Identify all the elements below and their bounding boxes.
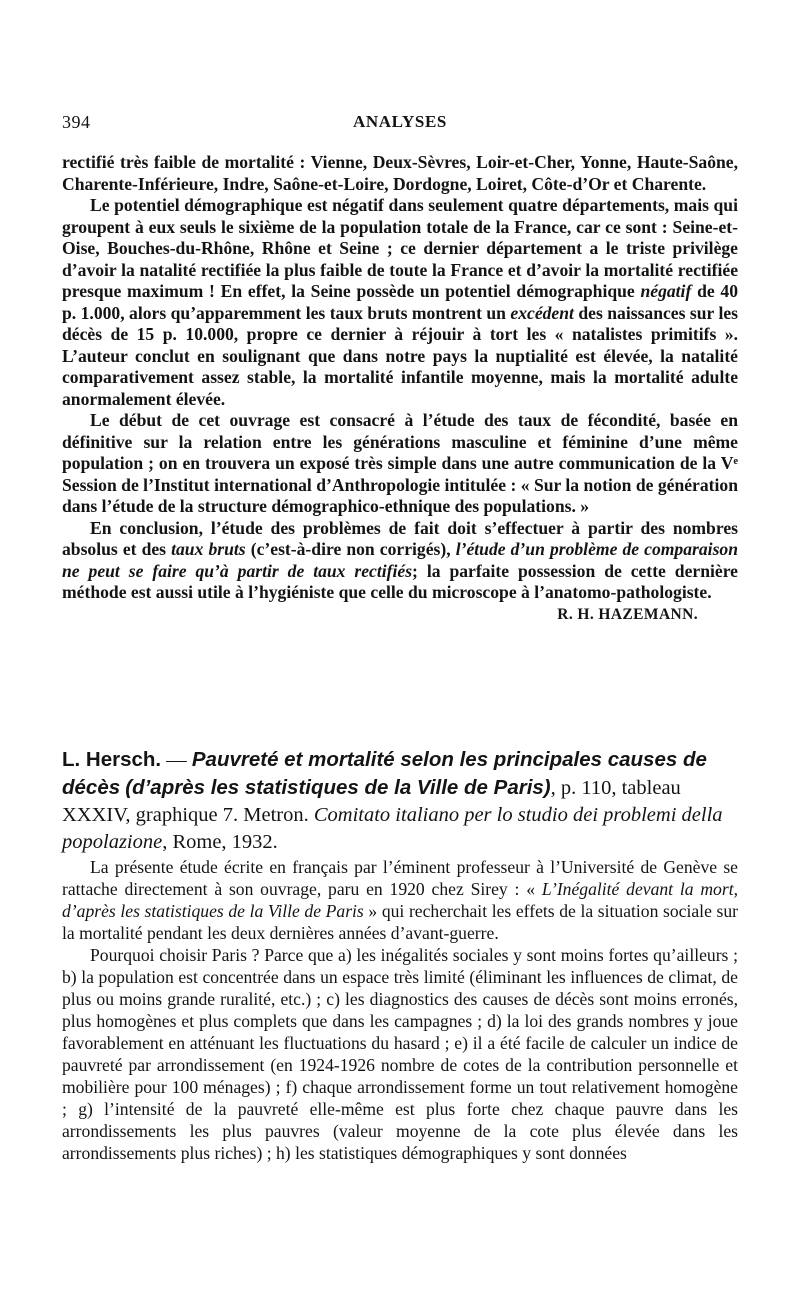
- review-2-paragraph-1: La présente étude écrite en français par l’éminent professeur à l’Université de Genève se rattache directement à son ouvrage, paru en 1920 chez Sirey : « L’Inégalité devant la mort, d’après les statistiques de la Ville de Paris » qui recherchait les effets de la situation sociale sur la mortalité pendant les deux dernières années d’avant-guerre.: [62, 857, 739, 943]
- emphasis-taux-bruts: taux bruts: [171, 539, 246, 559]
- emphasis-negatif: négatif: [640, 281, 692, 301]
- emphasis-book-title: L’Inégalité devant la mort, d’après les statistiques de la Ville de Paris: [62, 879, 738, 921]
- review-2-heading: L. Hersch. — Pauvreté et mortalité selon les principales causes de décès (d’après les statistiques de la Ville de Paris), p. 110, tableau XXXIV, graphique 7. Metron. Comitato italiano per lo studio dei problemi della popolazione, Rome, 1932.: [62, 748, 723, 853]
- review-2-details: , p. 110, tableau XXXIV, graphique 7. Metron.: [62, 777, 681, 826]
- section-title: ANALYSES: [353, 112, 447, 131]
- review-2-author: L. Hersch.: [62, 748, 162, 771]
- emphasis-excedent: excédent: [510, 302, 574, 323]
- review-1-paragraph-4: En conclusion, l’étude des problèmes de fait doit s’effectuer à partir des nombres absolus et des taux bruts (c’est-à-dire non corrigés), l’étude d’un problème de comparaison ne peut se faire qu’à partir de taux rectifiés; la parfaite possession de cette dernière méthode est aussi utile à l’hygiéniste que celle du microscope à l’anatomo-pathologiste. R. H. HAZEMANN.: [62, 518, 738, 604]
- review-2-paragraph-2: Pourquoi choisir Paris ? Parce que a) les inégalités sociales y sont moins fortes qu’ailleurs ; b) la population est concentrée dans un espace très limité (éliminant les influences de climat, de plus ou moins grande ruralité, etc.) ; c) les diagnostics des causes de décès sont moins erronés, plus homogènes et plus complets que dans les campagnes ; d) la loi des grands nombres y joue favorablement en atténuant les fluctuations du hasard ; e) il a été facile de calculer un indice de pauvreté par arrondissement (en 1924-1926 nombre de cotes de la contribution personnelle et mobilière pour 100 ménages) ; f) chaque arrondissement forme un tout relativement homogène ; g) l’intensité de la pauvreté elle-même est plus forte chez chaque pauvre dans les arrondissements les plus pauvres (valeur moyenne de la cote plus élevée dans les arrondissements plus riches) ; h) les statistiques démographiques y sont données: [62, 945, 738, 1163]
- page-number: 394: [62, 112, 91, 132]
- reviewer-signature: R. H. HAZEMANN.: [557, 605, 698, 623]
- review-2-place-year: , Rome, 1932.: [162, 831, 278, 853]
- review-2-publisher: Comitato italiano per lo studio dei problemi della popolazione: [62, 804, 723, 853]
- review-1-paragraph-2: Le potentiel démographique est négatif dans seulement quatre départements, mais qui groupent à eux seuls le sixième de la population totale de la France, car ce sont : Seine-et-Oise, Bouches-du-Rhône, Rhône et Seine ; ce dernier département a le triste privilège d’avoir la natalité rectifiée la plus faible de toute la France et d’avoir la mortalité rectifiée presque maximum ! En effet, la Seine possède un potentiel démographique négatif de 40 p. 1.000, alors qu’apparemment les taux bruts montrent un excédent des naissances sur les décès de 15 p. 10.000, propre ce dernier à réjouir à tort les « natalistes primitifs ». L’auteur conclut en soulignant que dans notre pays la nuptialité est élevée, la natalité comparativement assez stable, la mortalité infantile moyenne, mais la mortalité adulte anormalement élevée.: [62, 195, 739, 409]
- review-1-paragraph-3: Le début de cet ouvrage est consacré à l’étude des taux de fécondité, basée en définitive sur la relation entre les générations masculine et féminine d’une même population ; on en trouvera un exposé très simple dans une autre communication de la Vᵉ Session de l’Institut international d’Anthropologie intitulée : « Sur la notion de génération dans l’étude de la structure démographico-ethnique des populations. »: [62, 410, 738, 516]
- emphasis-conclusion: l’étude d’un problème de comparaison ne peut se faire qu’à partir de taux rectifiés: [62, 539, 738, 581]
- review-1-body: [62, 152, 738, 625]
- review-2-body: [62, 856, 738, 1164]
- running-head: [62, 112, 738, 142]
- review-2-title-source: (d’après les statistiques de la Ville de Paris): [125, 776, 551, 799]
- review-2-title: Pauvreté et mortalité selon les principales causes de décès: [62, 748, 707, 799]
- review-1-paragraph-1: rectifié très faible de mortalité : Vienne, Deux-Sèvres, Loir-et-Cher, Yonne, Haute-Saône, Charente-Inférieure, Indre, Saône-et-Loire, Dordogne, Loiret, Côte-d’Or et Charente.: [62, 152, 738, 194]
